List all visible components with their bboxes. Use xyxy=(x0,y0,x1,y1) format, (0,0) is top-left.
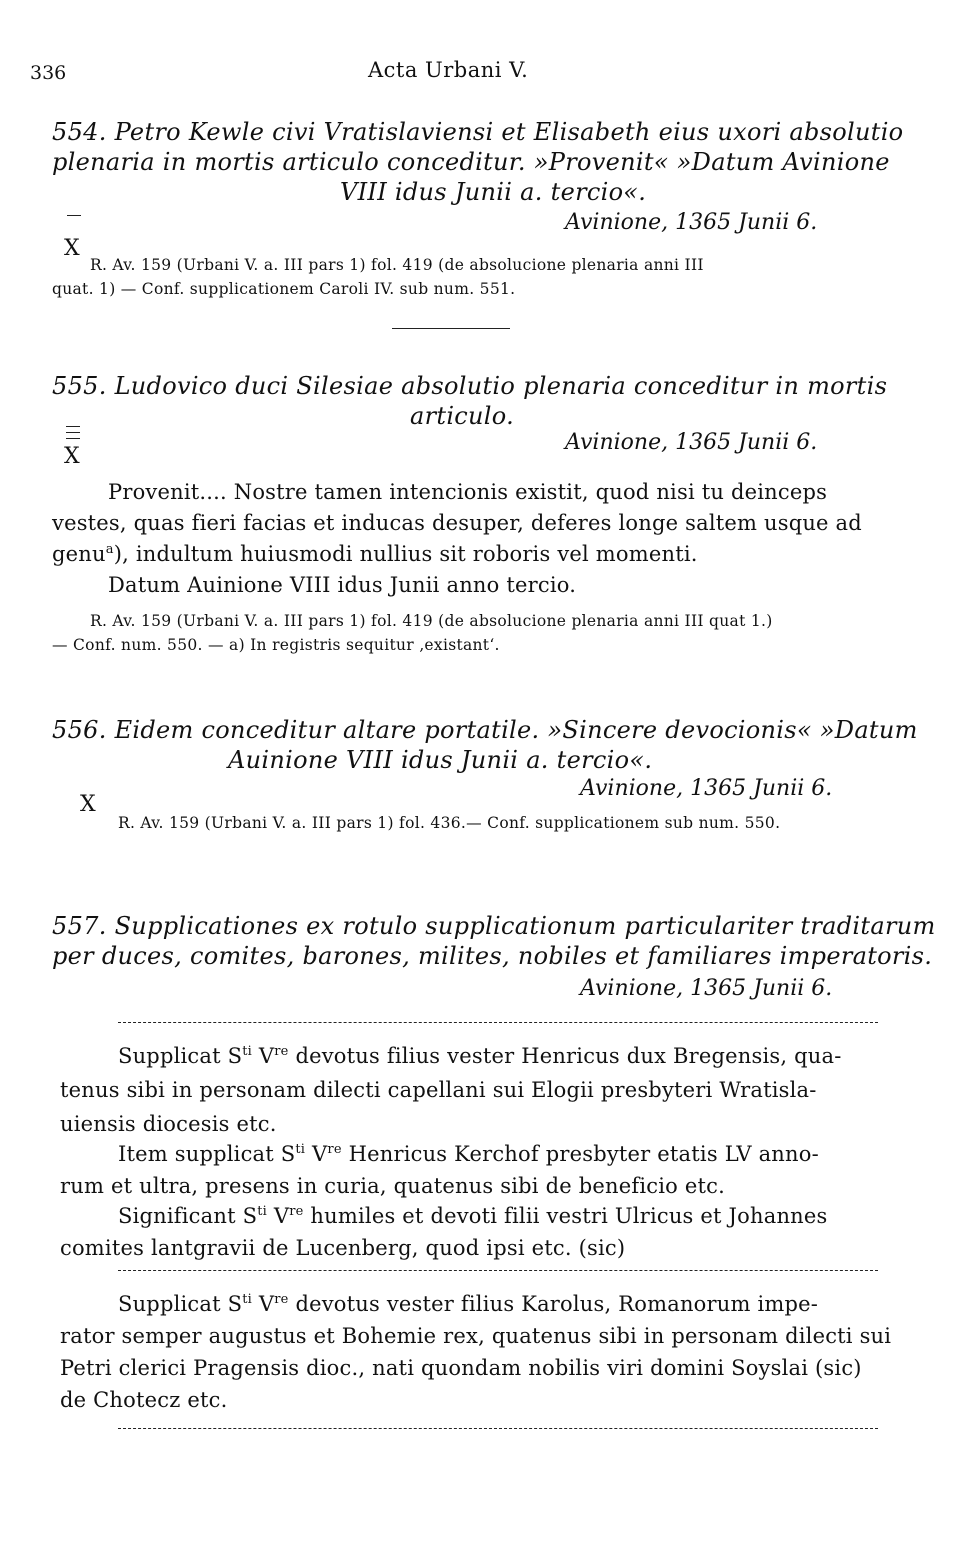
entry-554-line-3: VIII idus Junii a. tercio«. xyxy=(340,178,647,206)
body-text: ), indultum huiusmodi nullius sit roboris vel momenti. xyxy=(113,542,698,566)
superscript: ti xyxy=(257,1204,267,1219)
superscript: re xyxy=(274,1292,289,1307)
entry-556-source-1: R. Av. 159 (Urbani V. a. III pars 1) fol. 436.— Conf. supplicationem sub num. 550. xyxy=(118,814,781,832)
entry-556-line-1: 556. Eidem conceditur altare portatile. »Sincere devocionis« »Datum xyxy=(52,716,918,744)
editor-mark xyxy=(66,426,80,427)
entry-555-line-1: 555. Ludovico duci Silesiae absolutio plenaria conceditur in mortis xyxy=(52,372,888,400)
body-text: Significant S xyxy=(118,1204,258,1228)
body-text: Supplicat S xyxy=(118,1044,243,1068)
footnote-marker: a xyxy=(105,542,114,557)
body-text: devotus filius vester Henricus dux Bregensis, qua- xyxy=(288,1044,842,1068)
superscript: ti xyxy=(242,1292,253,1307)
supplication-4-line-2: rator semper augustus et Bohemie rex, quatenus sibi in personam dilecti sui xyxy=(60,1324,892,1348)
body-text: Supplicat S xyxy=(118,1292,243,1316)
entry-554-source-2: quat. 1) — Conf. supplicationem Caroli IV. sub num. 551. xyxy=(52,280,516,298)
entry-554-source-1: R. Av. 159 (Urbani V. a. III pars 1) fol. 419 (de absolucione plenaria anni III xyxy=(90,256,704,274)
entry-556-mark: X xyxy=(80,792,96,817)
body-text: Henricus Kerchof presbyter etatis LV anno- xyxy=(341,1142,819,1166)
body-text: Item supplicat S xyxy=(118,1142,296,1166)
entry-555-body-2: vestes, quas fieri facias et inducas desuper, deferes longe saltem usque ad xyxy=(52,511,862,535)
supplication-2-line-2: rum et ultra, presens in curia, quatenus sibi de beneficio etc. xyxy=(60,1174,725,1198)
editor-mark xyxy=(66,438,80,439)
superscript: re xyxy=(289,1204,304,1219)
entry-554-line-2: plenaria in mortis articulo conceditur. »Provenit« »Datum Avinione xyxy=(52,148,890,176)
supplication-4-line-4: de Chotecz etc. xyxy=(60,1388,228,1412)
entry-555-place-date: Avinione, 1365 Junii 6. xyxy=(565,430,818,455)
dashed-separator xyxy=(118,1022,878,1023)
entry-554-mark: X xyxy=(64,236,80,261)
entry-557-line-1: 557. Supplicationes ex rotulo supplicationum particulariter traditarum xyxy=(52,912,936,940)
dashed-separator xyxy=(118,1428,878,1429)
section-rule xyxy=(392,328,510,329)
supplication-4-line-1 xyxy=(118,1292,818,1316)
entry-555-body-3 xyxy=(52,542,698,566)
editor-mark xyxy=(67,215,81,216)
supplication-1-line-3: uiensis diocesis etc. xyxy=(60,1112,277,1136)
superscript: re xyxy=(327,1142,342,1157)
entry-555-body-4: Datum Auinione VIII idus Junii anno tercio. xyxy=(108,573,577,597)
page-number: 336 xyxy=(30,62,67,84)
body-text: V xyxy=(252,1292,275,1316)
body-text: V xyxy=(305,1142,328,1166)
entry-555-source-2: — Conf. num. 550. — a) In registris sequitur ‚existant‘. xyxy=(52,636,500,654)
body-text: V xyxy=(252,1044,275,1068)
body-text: devotus vester filius Karolus, Romanorum impe- xyxy=(288,1292,819,1316)
entry-554-place-date: Avinione, 1365 Junii 6. xyxy=(565,210,818,235)
entry-555-body-1: Provenit.... Nostre tamen intencionis existit, quod nisi tu deinceps xyxy=(108,480,828,504)
supplication-1-line-1 xyxy=(118,1044,842,1068)
entry-556-place-date: Avinione, 1365 Junii 6. xyxy=(580,776,833,801)
entry-557-place-date: Avinione, 1365 Junii 6. xyxy=(580,976,833,1001)
entry-554-line-1: 554. Petro Kewle civi Vratislaviensi et Elisabeth eius uxori absolutio xyxy=(52,118,904,146)
superscript: re xyxy=(274,1044,289,1059)
entry-555-line-2: articulo. xyxy=(410,402,515,430)
entry-556-line-2: Auinione VIII idus Junii a. tercio«. xyxy=(228,746,653,774)
body-text: V xyxy=(266,1204,290,1228)
entry-555-mark: X xyxy=(64,444,80,469)
dashed-separator xyxy=(118,1270,878,1271)
supplication-3-line-2: comites lantgravii de Lucenberg, quod ipsi etc. (sic) xyxy=(60,1236,626,1260)
supplication-4-line-3: Petri clerici Pragensis dioc., nati quondam nobilis viri domini Soyslai (sic) xyxy=(60,1356,862,1380)
superscript: ti xyxy=(242,1044,253,1059)
supplication-2-line-1 xyxy=(118,1142,819,1166)
supplication-1-line-2: tenus sibi in personam dilecti capellani sui Elogii presbyteri Wratisla- xyxy=(60,1078,817,1102)
entry-555-source-1: R. Av. 159 (Urbani V. a. III pars 1) fol. 419 (de absolucione plenaria anni III quat 1.) xyxy=(90,612,773,630)
running-title: Acta Urbani V. xyxy=(368,58,529,82)
superscript: ti xyxy=(295,1142,306,1157)
entry-557-line-2: per duces, comites, barones, milites, nobiles et familiares imperatoris. xyxy=(52,942,933,970)
body-text: genu xyxy=(52,542,106,566)
supplication-3-line-1 xyxy=(118,1204,828,1228)
editor-mark xyxy=(66,432,80,433)
body-text: humiles et devoti filii vestri Ulricus et Johannes xyxy=(303,1204,828,1228)
